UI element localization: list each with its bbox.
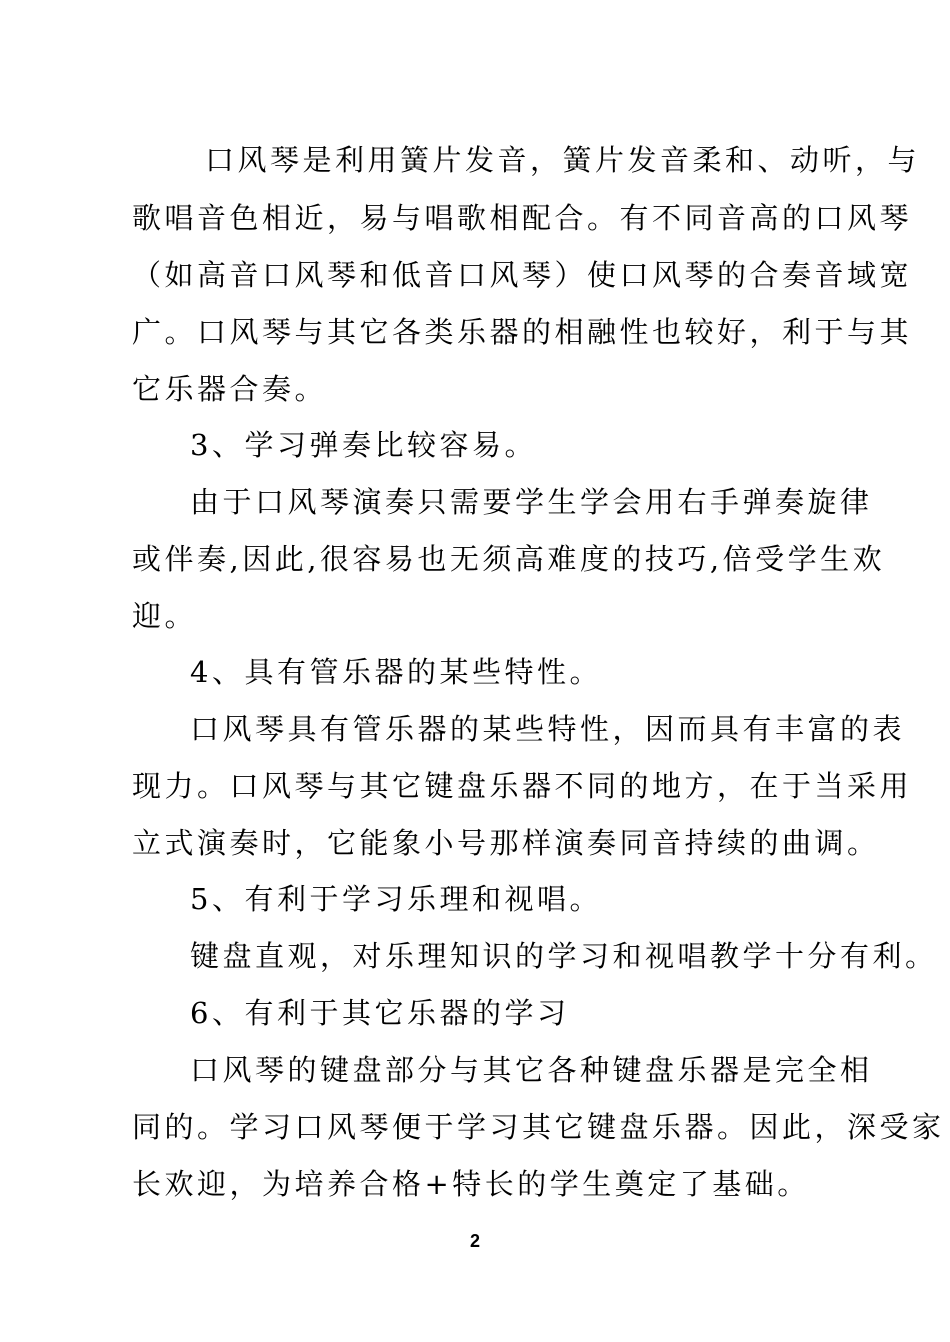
paragraph-line: 键盘直观，对乐理知识的学习和视唱教学十分有利。 [190, 939, 938, 973]
paragraph-line: 口风琴具有管乐器的某些特性，因而具有丰富的表 [190, 712, 906, 746]
paragraph-line: 长欢迎，为培养合格+特长的学生奠定了基础。 [132, 1167, 810, 1201]
paragraph-line: 或伴奏,因此,很容易也无须高难度的技巧,倍受学生欢 [132, 542, 886, 576]
paragraph-line: 它乐器合奏。 [132, 372, 328, 406]
section-heading: 6、有利于其它乐器的学习 [190, 996, 570, 1030]
paragraph-line: 现力。口风琴与其它键盘乐器不同的地方，在于当采用 [132, 769, 913, 803]
paragraph-line: 立式演奏时，它能象小号那样演奏同音持续的曲调。 [132, 826, 880, 860]
paragraph-line: 广。口风琴与其它各类乐器的相融性也较好，利于与其 [132, 315, 913, 349]
paragraph-line: 口风琴是利用簧片发音，簧片发音柔和、动听，与 [205, 143, 921, 177]
paragraph-line: 同的。学习口风琴便于学习其它键盘乐器。因此，深受家 [132, 1110, 945, 1144]
paragraph-line: 由于口风琴演奏只需要学生学会用右手弹奏旋律 [190, 485, 873, 519]
section-heading: 5、有利于学习乐理和视唱。 [190, 882, 602, 916]
paragraph-line: 迎。 [132, 599, 198, 633]
section-heading: 3、学习弹奏比较容易。 [190, 428, 537, 462]
page-number: 2 [469, 1231, 480, 1251]
paragraph-line: （如高音口风琴和低音口风琴）使口风琴的合奏音域宽 [132, 258, 913, 292]
section-heading: 4、具有管乐器的某些特性。 [190, 655, 602, 689]
paragraph-line: 歌唱音色相近，易与唱歌相配合。有不同音高的口风琴 [132, 201, 913, 235]
paragraph-line: 口风琴的键盘部分与其它各种键盘乐器是完全相 [190, 1053, 873, 1087]
